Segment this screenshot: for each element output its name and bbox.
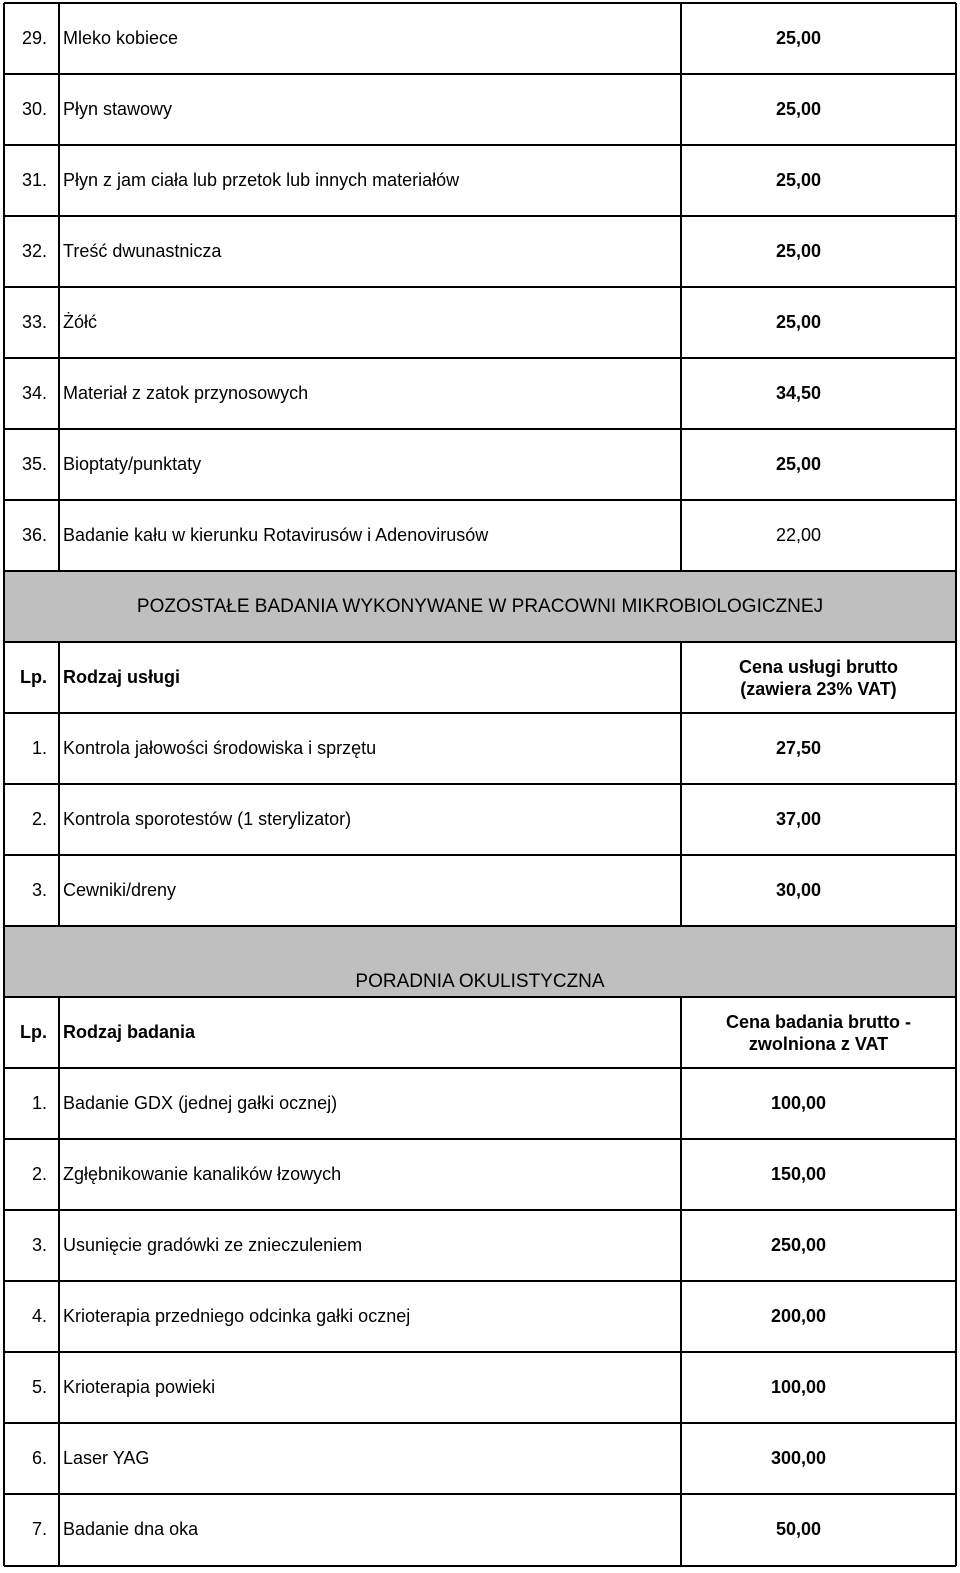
row-number: 5. — [31, 1377, 47, 1397]
table-row — [4, 784, 956, 855]
row-number: 31. — [21, 170, 47, 190]
service-name: Krioterapia przedniego odcinka gałki ocznej — [63, 1306, 411, 1326]
service-name: Mleko kobiece — [63, 28, 179, 48]
table-row — [4, 1281, 956, 1352]
section-title-text: PORADNIA OKULISTYCZNA — [355, 971, 605, 992]
service-name: Płyn stawowy — [63, 99, 173, 119]
section-title-microbiology — [4, 571, 956, 642]
service-price: 100,00 — [770, 1377, 827, 1397]
table-row — [4, 74, 956, 145]
service-price: 200,00 — [770, 1306, 827, 1326]
service-name: Płyn z jam ciała lub przetok lub innych materiałów — [63, 170, 460, 190]
row-number: 29. — [21, 28, 47, 48]
header-lp: Lp. — [20, 1022, 47, 1042]
service-name: Kontrola jałowości środowiska i sprzętu — [63, 738, 377, 758]
table-row — [4, 429, 956, 500]
table-row — [4, 1352, 956, 1423]
service-name: Krioterapia powieki — [63, 1377, 216, 1397]
table-row — [4, 145, 956, 216]
row-number: 33. — [21, 312, 47, 332]
service-name: Kontrola sporotestów (1 sterylizator) — [63, 809, 352, 829]
table-row — [4, 1494, 956, 1565]
table-row — [4, 713, 956, 784]
table-row — [4, 500, 956, 571]
service-name: Bioptaty/punktaty — [63, 454, 202, 474]
table-header — [4, 997, 956, 1068]
row-number: 6. — [31, 1448, 47, 1468]
table-row — [4, 1068, 956, 1139]
service-name: Laser YAG — [63, 1448, 150, 1468]
service-name: Cewniki/dreny — [63, 880, 177, 900]
service-name: Badanie dna oka — [63, 1519, 199, 1539]
header-service: Rodzaj badania — [63, 1022, 196, 1042]
table-row — [4, 3, 956, 74]
service-name: Zgłębnikowanie kanalików łzowych — [63, 1164, 342, 1184]
service-price: 25,00 — [775, 241, 822, 261]
service-price: 250,00 — [770, 1235, 827, 1255]
service-price: 300,00 — [770, 1448, 827, 1468]
service-price: 50,00 — [775, 1519, 822, 1539]
service-price: 25,00 — [775, 170, 822, 190]
header-price-line2: (zawiera 23% VAT) — [740, 678, 897, 699]
row-number: 1. — [31, 1093, 47, 1113]
service-price: 25,00 — [775, 312, 822, 332]
row-number: 2. — [31, 809, 47, 829]
row-number: 36. — [21, 525, 47, 545]
header-price-line1: Cena usługi brutto — [739, 656, 898, 677]
header-price — [681, 642, 956, 713]
table-row — [4, 1139, 956, 1210]
row-number: 32. — [21, 241, 47, 261]
service-name: Badanie GDX (jednej gałki ocznej) — [63, 1093, 338, 1113]
service-name: Materiał z zatok przynosowych — [63, 383, 309, 403]
service-name: Badanie kału w kierunku Rotavirusów i Adenovirusów — [63, 525, 489, 545]
header-price-line2: zwolniona z VAT — [748, 1033, 889, 1054]
table-row — [4, 287, 956, 358]
service-price: 25,00 — [775, 28, 822, 48]
service-price: 100,00 — [770, 1093, 827, 1113]
table-row — [4, 358, 956, 429]
table-row — [4, 855, 956, 926]
table-row — [4, 1423, 956, 1494]
row-number: 4. — [31, 1306, 47, 1326]
section-title-ophthalmology — [4, 926, 956, 997]
table-header — [4, 642, 956, 713]
row-number: 30. — [21, 99, 47, 119]
header-price-line1: Cena badania brutto - — [725, 1011, 911, 1032]
table-row — [4, 1210, 956, 1281]
row-number: 3. — [31, 1235, 47, 1255]
service-price: 37,00 — [775, 809, 822, 829]
section-title-text: POZOSTAŁE BADANIA WYKONYWANE W PRACOWNI MIKROBIOLOGICZNEJ — [136, 595, 824, 617]
header-service: Rodzaj usługi — [63, 667, 180, 687]
header-lp: Lp. — [20, 667, 47, 687]
header-price — [681, 997, 956, 1068]
service-price: 25,00 — [775, 99, 822, 119]
service-price: 30,00 — [775, 880, 822, 900]
service-price: 25,00 — [775, 454, 822, 474]
service-price: 34,50 — [775, 383, 822, 403]
service-price: 22,00 — [775, 525, 822, 545]
row-number: 2. — [31, 1164, 47, 1184]
row-number: 34. — [21, 383, 47, 403]
row-number: 1. — [31, 738, 47, 758]
row-number: 7. — [31, 1519, 47, 1539]
service-name: Usunięcie gradówki ze znieczuleniem — [63, 1235, 363, 1255]
service-price: 27,50 — [775, 738, 822, 758]
row-number: 3. — [31, 880, 47, 900]
service-price: 150,00 — [770, 1164, 827, 1184]
service-name: Żółć — [63, 312, 98, 332]
service-name: Treść dwunastnicza — [63, 241, 222, 261]
table-row — [4, 216, 956, 287]
row-number: 35. — [21, 454, 47, 474]
